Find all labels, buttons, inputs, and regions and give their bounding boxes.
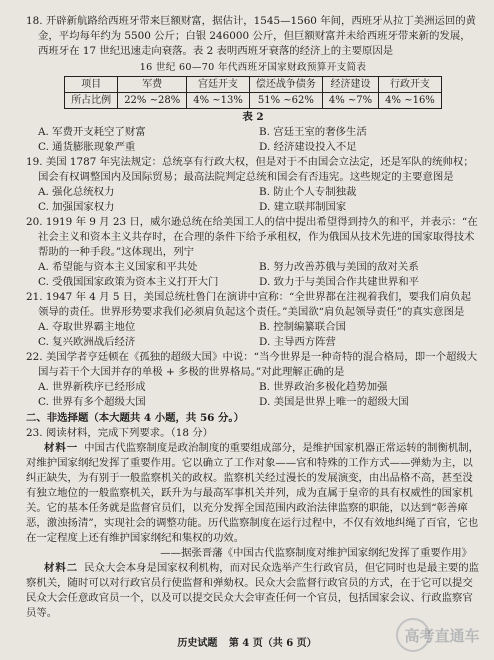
option-b: B. 世界政治多极化趋势加强 [259,381,388,393]
option-c: C. 受俄国国家政策为资本主义打开大门 [38,276,219,288]
question-20-stem: 20. 1919 年 9 月 23 日，威尔逊总统在给美国工人的信中提出希望得到持久的和平，并表示：“在社会主义和资本主义共存时，在合理的条件下给予承租权，作为俄国从技术先进的国家取得技术帮助的一种手段。”这体现出，列宁 [26,216,478,258]
material-1-text: 中国古代监察制度是政治制度的重要组成部分，是维护国家机器正常运转的制衡机制，对维护国家纲纪发挥了重要作用。它以确立了工作对象——官和特殊的工作方式——弹劾为主，以纠正缺失，为有别于一般监察机关的政权。监察机关经过漫长的发展演变，由出品格不高，甚至没有独立地位的一般监察机关，跃升为与最高军事机关并列，成为直属于皇帝的具有权威性的国家机关。它的基本任务就是监督官员们，以充分发挥全国范围内政治法律监察的职能，以达到“彰善瘅恶，激浊扬清”，实现社会的调整功能。历代监察制度在运行过程中，不仅有效地纠绳了百官，它也在一定程度上还有维护国家纲纪和集权的功效。 [26,442,480,544]
table-cell: 51% ~62% [249,93,322,109]
question-22-options [26,380,480,410]
option-a: A. 世界新秩序已经形成 [38,381,146,393]
watermark-circle-icon [396,618,430,652]
material-1-source: ——据张晋藩《中国古代监察制度对维护国家纲纪发挥了重要作用》 [160,547,472,559]
material-2-text: 民众大会本身是国家权利机构，而对民众选举产生行政官员，但它同时也是最主要的监察机关，随时可以对行政官员行使监督和弹劾权。民众大会监督行政官员的方式，在于它可以提交民众大会任意政官员一个，以及可以提交民众大会审查任何一个官员，包括国家会议、行政监察官员等。 [26,562,480,619]
table-header-cell: 宫廷开支 [187,77,250,93]
option-b: B. 宫廷王室的奢侈生活 [259,126,367,138]
question-21-stem: 21. 1947 年 4 月 5 日，美国总统杜鲁门在演讲中宣称：“全世界都在注视着我们，要我们肩负起领导的责任。世界形势要求我们必须肩负起这个责任。”美国欲“肩负起领导责任”的真实意图是 [26,291,471,318]
material-2-label: 材料二 [44,562,79,574]
question-20-options [26,260,480,290]
table-cell: 4% ~13% [187,93,250,109]
option-d: D. 美国是世界上唯一的超级大国 [259,396,409,408]
question-23-stem: 23. 阅读材料，完成下列要求。（18 分） [26,427,214,439]
option-d: D. 建立联邦制国家 [259,201,347,213]
question-22 [26,350,480,410]
option-d: D. 经济建设投入不足 [259,141,357,153]
section-heading: 二、非选择题（本大题共 4 小题，共 56 分。） [26,412,244,424]
option-c: C. 加强国家权力 [38,201,115,213]
question-18 [26,14,480,155]
option-d: D. 主导西方阵营 [259,336,336,348]
option-c: C. 复兴欧洲战后经济 [38,336,136,348]
option-b: B. 控制编纂联合国 [259,321,346,333]
option-c: C. 世界有多个超级大国 [38,396,146,408]
watermark-logo [396,616,488,656]
table-header-cell: 项目 [65,77,118,93]
watermark-text: 高考直通车 [404,626,480,645]
question-18-options [26,125,480,155]
table-header-cell: 经济建设 [322,77,378,93]
option-a: A. 强化总统权力 [38,186,115,198]
option-a: A. 希望能与资本主义国家和平共处 [38,261,198,273]
table-row [65,93,442,109]
material-2 [26,561,480,621]
question-21 [26,290,480,350]
material-1-label: 材料一 [44,442,79,454]
material-1 [26,441,480,546]
table-title: 16 世纪 60—70 年代西班牙国家财政预算开支简表 [139,62,367,73]
table-header-cell: 行政开支 [379,77,442,93]
option-b: B. 防止个人专制独裁 [259,186,357,198]
table-cell: 22% ~28% [118,93,187,109]
question-18-stem: 18. 开辟新航路给西班牙带来巨额财富，据估计，1545—1560 年间，西班牙从拉丁美洲运回的黄金，平均每年约为 5500 公斤；白银 246000 公斤，但巨额财富并未给西班牙带来新的发展，西班牙在 17 世纪迅速走向衰落。表 2 表明西班牙衰落的经济上的主要原因是 [26,15,477,57]
table-header-row [65,77,442,93]
option-b: B. 努力改善苏俄与美国的敌对关系 [259,261,419,273]
question-19-options [26,185,480,215]
footer-subject: 历史试题 [177,638,218,649]
question-22-stem: 22. 美国学者亨廷顿在《孤独的超级大国》中说：“当今世界是一种奇特的混合格局，即一个超级大国与若干个大国并存的单极 + 多极的世界格局。”对此理解正确的是 [26,351,478,378]
table-cell: 4% ~7% [322,93,378,109]
question-21-options [26,320,480,350]
question-19 [26,155,480,215]
option-a: A. 军费开支耗空了财富 [38,126,146,138]
table-cell: 4% ~16% [379,93,442,109]
question-20 [26,215,480,290]
question-23 [26,426,480,621]
question-19-stem: 19. 美国 1787 年宪法规定：总统享有行政大权，但是对于不由国会立法定，还是军队的统帅权；国会有权调整国内及国际贸易；最高法院判定总统和国会有否违宪。这些规定的主要意图是 [26,156,474,183]
table-header-cell: 军费 [118,77,187,93]
footer-page-number: 第 4 页（共 6 页） [228,638,317,649]
table-cell: 所占比例 [65,93,118,109]
table-caption: 表 2 [242,111,264,123]
budget-table [64,76,442,109]
table-header-cell: 偿还战争债务 [249,77,322,93]
option-d: D. 致力于与美国合作共建世界和平 [259,276,420,288]
option-c: C. 通货膨胀现象严重 [38,141,136,153]
option-a: A. 夺取世界霸主地位 [38,321,136,333]
